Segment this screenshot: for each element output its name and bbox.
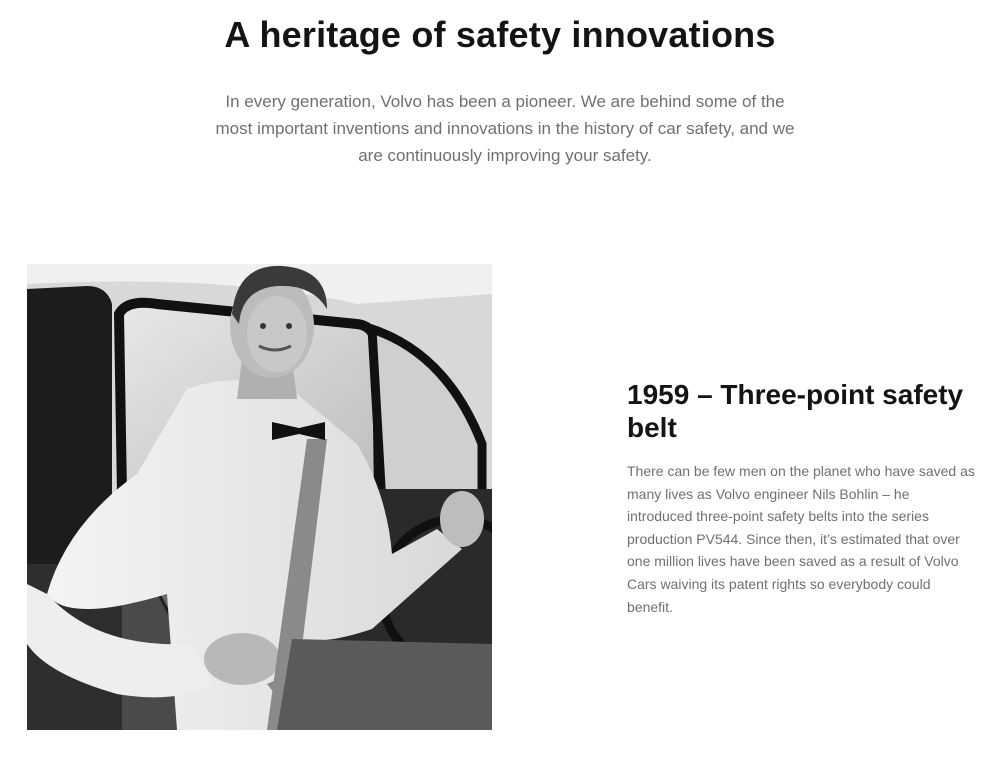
seatbelt-photo bbox=[27, 264, 492, 730]
feature-description: There can be few men on the planet who have saved as many lives as Volvo engineer Nils Bohlin – he introduced three-point safety belts into the series production PV544. Since then, it’s estimated that over one million lives have been saved as a result of Volvo Cars waiving its patent rights so everybody could benefit. bbox=[627, 463, 975, 615]
intro-paragraph: In every generation, Volvo has been a pioneer. We are behind some of the most important inventions and innovations in the history of car safety, and we are continuously improving your safety. bbox=[215, 92, 795, 165]
page-title: A heritage of safety innovations bbox=[224, 14, 776, 55]
feature-title: 1959 – Three-point safety belt bbox=[627, 379, 964, 443]
